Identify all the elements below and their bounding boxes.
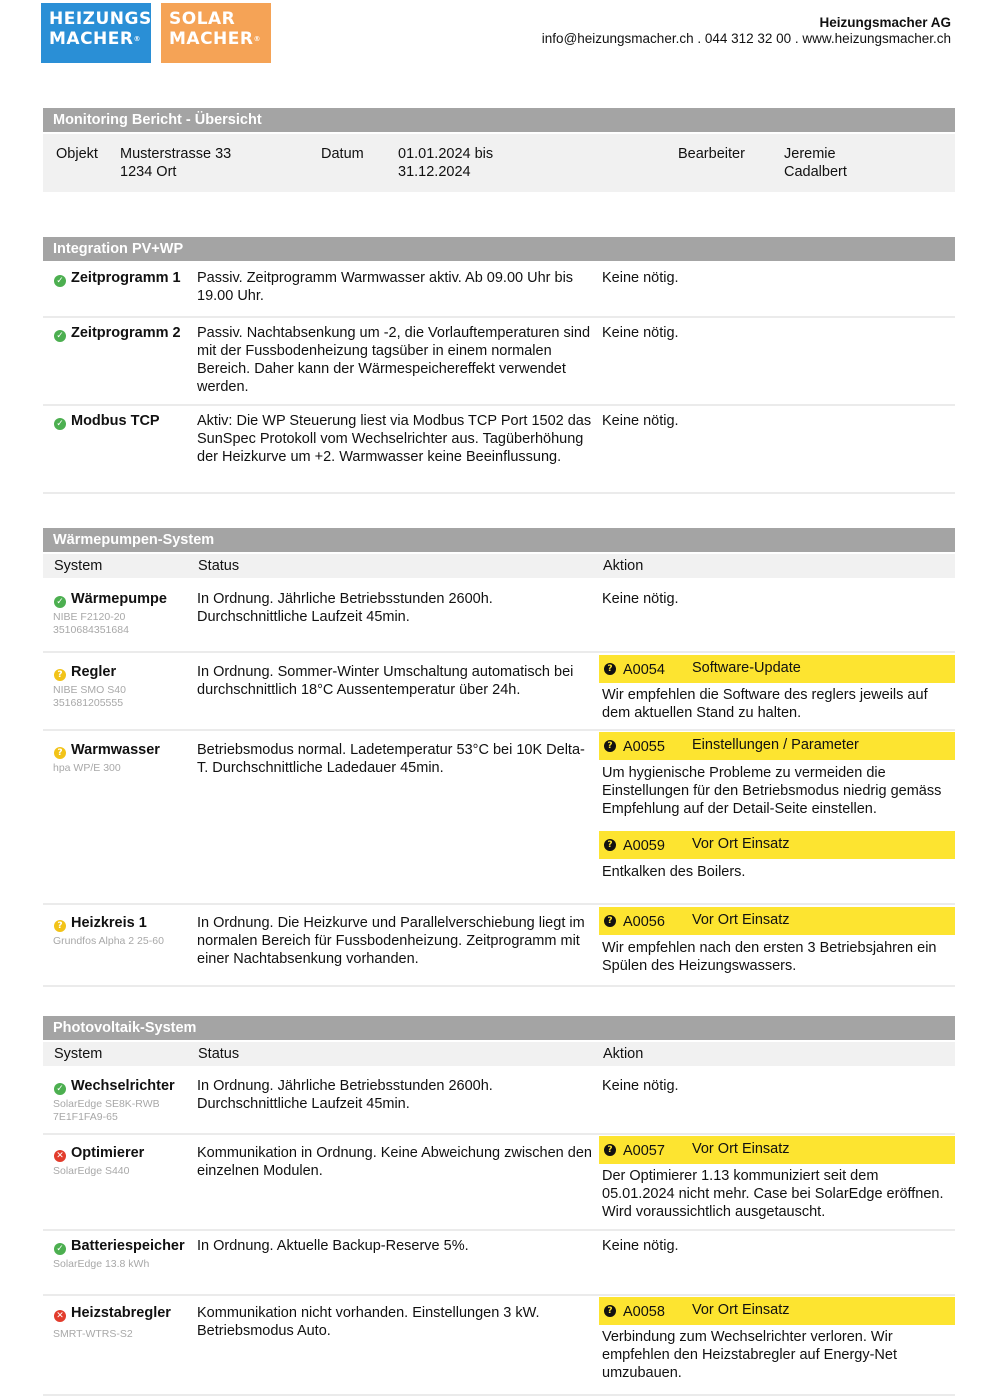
- logo-line-1: SOLAR: [169, 9, 236, 29]
- question-circle-icon: ?: [54, 920, 66, 932]
- column-header-system: System: [54, 1046, 103, 1062]
- action-description: Entkalken des Boilers.: [602, 864, 746, 880]
- system-row-batteriespeicher: [43, 1231, 955, 1296]
- action-badge[interactable]: [599, 907, 955, 935]
- x-circle-icon: ✕: [54, 1310, 66, 1322]
- action-badge[interactable]: [599, 1297, 955, 1325]
- system-row-wechselrichter: [43, 1068, 955, 1135]
- device-model: SolarEdge S440: [53, 1165, 130, 1177]
- row-description: Aktiv: Die WP Steuerung liest via Modbus TCP Port 1502 das SunSpec Protokoll vom Wechselrichter aus. Tagüberhöhung der Heizkurve um +2. Warmwasser keine Beeinflussung.: [197, 413, 592, 465]
- question-circle-icon: ?: [54, 747, 66, 759]
- question-circle-icon: ?: [604, 1305, 616, 1317]
- device-model: hpa WP/E 300: [53, 762, 121, 774]
- row-description: In Ordnung. Jährliche Betriebsstunden 2600h. Durchschnittliche Laufzeit 45min.: [197, 591, 493, 625]
- action-code: A0058: [623, 1304, 665, 1320]
- system-row-optimierer: [43, 1135, 955, 1231]
- action-badge[interactable]: [599, 732, 955, 760]
- column-header-row: [43, 554, 955, 578]
- action-code: A0056: [623, 914, 665, 930]
- datum-label: Datum: [321, 146, 364, 162]
- row-title: ✓ Wechselrichter: [54, 1077, 175, 1095]
- action-badge[interactable]: [599, 1136, 955, 1164]
- row-description: In Ordnung. Sommer-Winter Umschaltung automatisch bei durchschnittlich 18°C Aussentemperatur über 24h.: [197, 664, 574, 698]
- check-circle-icon: ✓: [54, 330, 66, 342]
- action-kind: Vor Ort Einsatz: [692, 912, 790, 928]
- row-title: ✕ Heizstabregler: [54, 1304, 171, 1322]
- bearbeiter-value: Jeremie Cadalbert: [784, 146, 847, 180]
- row-aktion: Keine nötig.: [602, 270, 679, 286]
- column-header-system: System: [54, 558, 103, 574]
- action-kind: Einstellungen / Parameter: [692, 737, 859, 753]
- row-title: ✓ Modbus TCP: [54, 412, 160, 430]
- check-circle-icon: ✓: [54, 596, 66, 608]
- action-badge[interactable]: [599, 831, 955, 859]
- check-circle-icon: ✓: [54, 1083, 66, 1095]
- row-aktion: Keine nötig.: [602, 1238, 679, 1254]
- column-header-aktion: Aktion: [603, 558, 644, 574]
- action-kind: Software-Update: [692, 660, 801, 676]
- device-model: SMRT-WTRS-S2: [53, 1328, 133, 1340]
- logo-line-2: MACHER: [49, 29, 134, 49]
- row-aktion: Keine nötig.: [602, 1078, 679, 1094]
- device-model: Grundfos Alpha 2 25-60: [53, 935, 164, 947]
- system-row-heizstabregler: [43, 1296, 955, 1396]
- action-code: A0054: [623, 662, 665, 678]
- section-title-overview: Monitoring Bericht - Übersicht: [43, 108, 955, 132]
- company-contact: info@heizungsmacher.ch . 044 312 32 00 . www.heizungsmacher.ch: [541, 31, 951, 46]
- section-title-waermepumpe: Wärmepumpen-System: [43, 528, 955, 552]
- question-circle-icon: ?: [604, 915, 616, 927]
- registered-mark: ®: [253, 35, 261, 43]
- logo-line-1: HEIZUNGS: [49, 9, 152, 29]
- solarmacher-logo[interactable]: [161, 3, 271, 63]
- registered-mark: ®: [133, 35, 141, 43]
- objekt-label: Objekt: [56, 146, 98, 162]
- row-title: ✓ Zeitprogramm 2: [54, 324, 181, 342]
- x-circle-icon: ✕: [54, 1150, 66, 1162]
- row-title: ✓ Zeitprogramm 1: [54, 269, 181, 287]
- question-circle-icon: ?: [604, 839, 616, 851]
- action-kind: Vor Ort Einsatz: [692, 836, 790, 852]
- row-title: ? Regler: [54, 663, 116, 681]
- action-kind: Vor Ort Einsatz: [692, 1141, 790, 1157]
- device-model: SolarEdge 13.8 kWh: [53, 1258, 150, 1270]
- action-code: A0055: [623, 739, 665, 755]
- question-circle-icon: ?: [604, 1144, 616, 1156]
- bearbeiter-label: Bearbeiter: [678, 146, 745, 162]
- action-code: A0057: [623, 1143, 665, 1159]
- row-aktion: Keine nötig.: [602, 591, 679, 607]
- device-model: NIBE F2120-20 3510684351684: [53, 611, 129, 636]
- row-title: ? Heizkreis 1: [54, 914, 147, 932]
- objekt-value: Musterstrasse 33 1234 Ort: [120, 146, 232, 180]
- action-code: A0059: [623, 838, 665, 854]
- row-description: Kommunikation in Ordnung. Keine Abweichung zwischen den einzelnen Modulen.: [197, 1145, 592, 1179]
- device-model: SolarEdge SE8K-RWB 7E1F1FA9-65: [53, 1098, 160, 1123]
- action-description: Um hygienische Probleme zu vermeiden die Einstellungen für den Betriebsmodus niedrig gemäss Empfehlung auf der Detail-Seite einstellen.: [602, 765, 942, 817]
- datum-value: 01.01.2024 bis 31.12.2024: [398, 146, 494, 180]
- row-title: ? Warmwasser: [54, 741, 160, 759]
- row-description: Betriebsmodus normal. Ladetemperatur 53°C bei 10K Delta-T. Durchschnittliche Ladedauer 45min.: [197, 742, 585, 776]
- action-description: Wir empfehlen die Software des reglers jeweils auf dem aktuellen Stand zu halten.: [602, 687, 928, 721]
- overview-panel: [43, 134, 955, 192]
- device-model: NIBE SMO S40 351681205555: [53, 684, 126, 709]
- row-description: Kommunikation nicht vorhanden. Einstellungen 3 kW. Betriebsmodus Auto.: [197, 1305, 540, 1339]
- row-description: Passiv. Nachtabsenkung um -2, die Vorlauftemperaturen sind mit der Fussbodenheizung tagsüber in einem normalen Bereich. Daher kann der Wärmespeichereffekt verwendet werden.: [197, 325, 591, 395]
- system-row-heizkreis: [43, 905, 955, 987]
- column-header-row: [43, 1042, 955, 1066]
- system-row-regler: [43, 653, 955, 731]
- column-header-aktion: Aktion: [603, 1046, 644, 1062]
- integration-row: [43, 261, 955, 318]
- action-description: Der Optimierer 1.13 kommuniziert seit dem 05.01.2024 nicht mehr. Case bei SolarEdge eröffnen. Wird voraussichtlich ausgetauscht.: [602, 1168, 944, 1220]
- integration-row: [43, 318, 955, 406]
- column-header-status: Status: [198, 558, 240, 574]
- row-description: In Ordnung. Aktuelle Backup-Reserve 5%.: [197, 1238, 469, 1254]
- action-kind: Vor Ort Einsatz: [692, 1302, 790, 1318]
- heizungsmacher-logo[interactable]: [41, 3, 151, 63]
- question-circle-icon: ?: [604, 740, 616, 752]
- check-circle-icon: ✓: [54, 275, 66, 287]
- row-aktion: Keine nötig.: [602, 413, 679, 429]
- integration-row: [43, 406, 955, 494]
- section-title-integration: Integration PV+WP: [43, 237, 955, 261]
- system-row-waermepumpe: [43, 580, 955, 653]
- action-badge[interactable]: [599, 655, 955, 683]
- system-row-warmwasser: [43, 731, 955, 905]
- row-description: In Ordnung. Die Heizkurve und Parallelverschiebung liegt im normalen Bereich für Fussbodenheizung. Zeitprogramm mit einer Nachtabsenkung vorhanden.: [197, 915, 585, 967]
- logo-line-2: MACHER: [169, 29, 254, 49]
- action-description: Verbindung zum Wechselrichter verloren. Wir empfehlen den Heizstabregler auf Energy-Net umzubauen.: [602, 1329, 897, 1381]
- row-title: ✓ Wärmepumpe: [54, 590, 167, 608]
- question-circle-icon: ?: [54, 669, 66, 681]
- section-title-photovoltaik: Photovoltaik-System: [43, 1016, 955, 1040]
- row-title: ✓ Batteriespeicher: [54, 1237, 185, 1255]
- action-description: Wir empfehlen nach den ersten 3 Betriebsjahren ein Spülen des Heizungswassers.: [602, 940, 937, 974]
- company-name: Heizungsmacher AG: [819, 15, 951, 30]
- row-title: ✕ Optimierer: [54, 1144, 144, 1162]
- check-circle-icon: ✓: [54, 1243, 66, 1255]
- company-info: [542, 15, 951, 47]
- row-description: Passiv. Zeitprogramm Warmwasser aktiv. Ab 09.00 Uhr bis 19.00 Uhr.: [197, 270, 574, 304]
- check-circle-icon: ✓: [54, 418, 66, 430]
- question-circle-icon: ?: [604, 663, 616, 675]
- row-description: In Ordnung. Jährliche Betriebsstunden 2600h. Durchschnittliche Laufzeit 45min.: [197, 1078, 493, 1112]
- column-header-status: Status: [198, 1046, 240, 1062]
- row-aktion: Keine nötig.: [602, 325, 679, 341]
